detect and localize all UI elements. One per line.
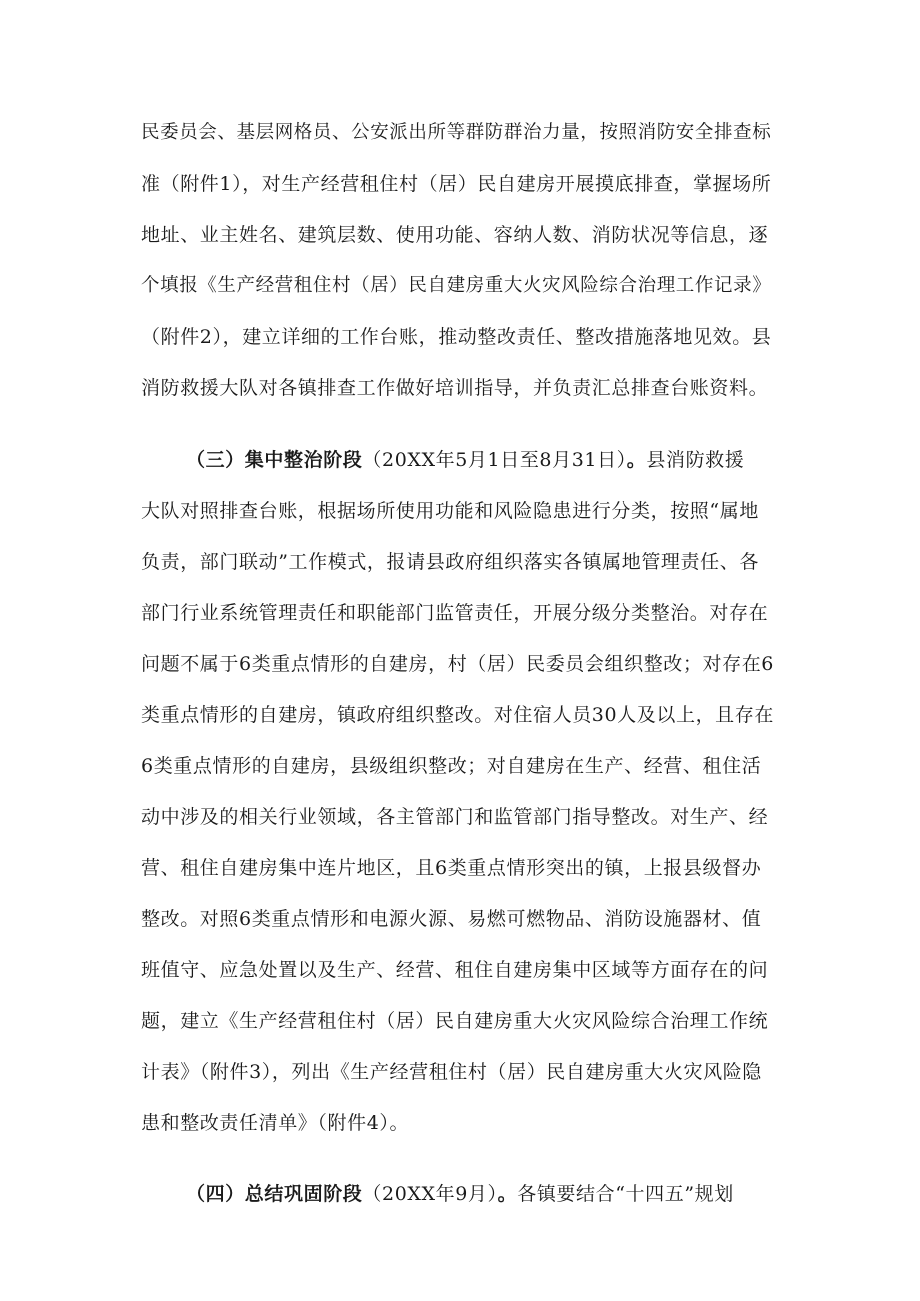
paragraph-2-line-12: 题，建立《生产经营租住村（居）民自建房重大火灾风险综合治理工作统 (141, 1010, 769, 1032)
paragraph-2-line-13: 计表》（附件3），列出《生产经营租住村（居）民自建房重大火灾风险隐 (141, 1061, 762, 1083)
paragraph-1-line-3: 地址、业主姓名、建筑层数、使用功能、容纳人数、消防状况等信息，逐 (141, 224, 769, 246)
paragraph-1-line-2: 准（附件1），对生产经营租住村（居）民自建房开展摸底排查，掌握场所 (141, 173, 772, 195)
paragraph-2-line-8: 动中涉及的相关行业领域，各主管部门和监管部门指导整改。对生产、经 (141, 806, 769, 828)
paragraph-2-line-2: 大队对照排查台账，根据场所使用功能和风险隐患进行分类，按照“属地 (141, 500, 759, 522)
paragraph-1-line-4: 个填报《生产经营租住村（居）民自建房重大火灾风险综合治理工作记录》 (141, 275, 772, 296)
paragraph-2-line-6: 类重点情形的自建房，镇政府组织整改。对住宿人员30人及以上，且存在 (141, 704, 774, 726)
paragraph-2-line-4: 部门行业系统管理责任和职能部门监管责任，开展分级分类整治。对存在 (141, 602, 769, 624)
paragraph-2-line-14: 患和整改责任清单》（附件4）。 (141, 1112, 410, 1134)
section-4-heading: （四）总结巩固阶段 (186, 1183, 363, 1205)
paragraph-1-line-6: 消防救援大队对各镇排查工作做好培训指导，并负责汇总排查台账资料。 (141, 377, 769, 399)
paragraph-2-line-3: 负责，部门联动”工作模式，报请县政府组织落实各镇属地管理责任、各 (141, 551, 759, 573)
section-4-line-1-rest: 各镇要结合“十四五”规划 (517, 1183, 734, 1205)
paragraph-2-line-11: 班值守、应急处置以及生产、经营、租住自建房集中区域等方面存在的问 (141, 959, 769, 981)
paragraph-2-line-7: 6类重点情形的自建房，县级组织整改；对自建房在生产、经营、租住活 (141, 755, 762, 777)
section-4-period: 。 (497, 1183, 518, 1205)
section-3-heading: （三）集中整治阶段 (186, 449, 363, 471)
paragraph-2-line-10: 整改。对照6类重点情形和电源火源、易燃可燃物品、消防设施器材、值 (141, 908, 762, 930)
paragraph-2-line-5: 问题不属于6类重点情形的自建房，村（居）民委员会组织整改；对存在6 (141, 653, 774, 675)
paragraph-1-line-1: 民委员会、基层网格员、公安派出所等群防群治力量，按照消防安全排查标 (141, 122, 772, 143)
section-4-heading-line (186, 1181, 782, 1207)
section-3-period: 。 (626, 449, 647, 471)
section-3-dates: （20XX年5月1日至8月31日） (362, 449, 627, 471)
section-3-line-1-rest: 县消防救援 (646, 449, 745, 471)
paragraph-1-line-5: （附件2），建立详细的工作台账，推动整改责任、整改措施落地见效。县 (141, 326, 772, 348)
section-4-dates: （20XX年9月） (362, 1183, 498, 1205)
paragraph-2-line-9: 营、租住自建房集中连片地区，且6类重点情形突出的镇，上报县级督办 (141, 857, 762, 879)
section-3-heading-line (186, 447, 782, 473)
